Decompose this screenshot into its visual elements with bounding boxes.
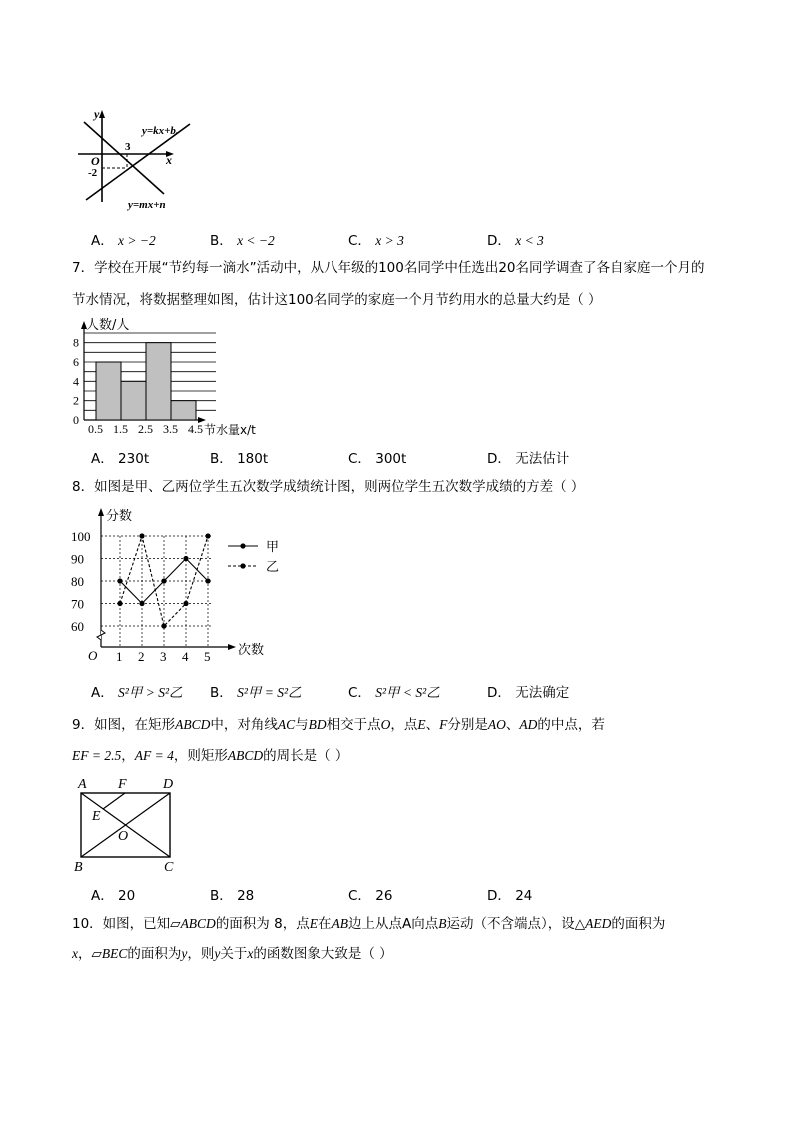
q9-label-a: A — [78, 777, 87, 792]
q8-point-yi — [183, 601, 188, 606]
q9-option-d[interactable]: D． 24 — [487, 888, 533, 904]
q8-point-jia — [183, 556, 188, 561]
q8-x-tick-label: 2 — [138, 649, 145, 662]
q7-y-tick-label: 6 — [73, 355, 79, 369]
q8-x-tick-label: 5 — [204, 649, 211, 662]
q8-option-d[interactable]: D． 无法确定 — [487, 685, 570, 701]
q9-option-c[interactable]: C． 26 — [348, 888, 393, 904]
q8-x-axis-label: 次数 — [238, 643, 265, 658]
q7-option-a[interactable]: A． 230t — [91, 451, 150, 467]
q6-option-a[interactable]: A． x > −2 — [91, 233, 156, 249]
q8-y-tick-label: 100 — [71, 529, 91, 544]
q6-origin-label: O — [91, 154, 100, 168]
q10-stem-line2: x，▱BEC的面积为y，则y关于x的函数图象大致是（ ） — [72, 946, 393, 962]
q6-graph — [72, 104, 202, 214]
q8-legend-label: 乙 — [266, 560, 280, 575]
q6-line1-label: y=kx+b. — [142, 125, 179, 137]
q7-option-b[interactable]: B． 180t — [210, 451, 269, 467]
q8-x-arrow — [228, 644, 236, 650]
q8-origin-label: O — [88, 648, 98, 662]
q7-option-d[interactable]: D． 无法估计 — [487, 451, 570, 467]
q8-y-tick-label: 80 — [71, 574, 84, 589]
q9-label-d: D — [163, 777, 174, 792]
q8-y-axis-label: 分数 — [106, 509, 133, 524]
q7-y-tick-label: 2 — [73, 393, 79, 408]
q8-y-arrow — [98, 508, 104, 516]
q8-point-jia — [205, 578, 210, 583]
q6-axis-y-label: y — [94, 107, 100, 121]
q7-y-tick-label: 4 — [73, 374, 79, 389]
q9-label-o: O — [118, 829, 129, 844]
q6-option-c[interactable]: C． x > 3 — [348, 233, 404, 249]
q7-option-c[interactable]: C． 300t — [348, 451, 407, 467]
q7-x-tick-label: 2.5 — [138, 422, 153, 436]
q8-option-a[interactable]: A． S²甲 > S²乙 — [91, 685, 183, 701]
q9-option-a[interactable]: A． 20 — [91, 888, 136, 904]
q8-point-jia — [161, 578, 166, 583]
q6-y-arrow — [99, 110, 105, 118]
q7-bar — [171, 401, 196, 420]
q8-stem-line1: 8．如图是甲、乙两位学生五次数学成绩统计图，则两位学生五次数学成绩的方差（ ） — [72, 479, 585, 495]
q9-label-b: B — [74, 860, 83, 875]
q8-legend-marker — [240, 543, 245, 548]
q8-x-tick-label: 4 — [182, 649, 189, 662]
q8-x-tick-label: 1 — [116, 649, 123, 662]
q9-stem-line1: 9．如图，在矩形ABCD中，对角线AC与BD相交于点O，点E、F分别是AO、AD的中点，若 — [72, 717, 605, 733]
q8-x-tick-label: 3 — [160, 649, 167, 662]
q7-x-tick-label: 3.5 — [163, 422, 178, 436]
q7-y-tick-label: 0 — [73, 413, 79, 427]
q7-stem-line2: 节水情况，将数据整理如图，估计这100名同学的家庭一个月节约用水的总量大约是（ ） — [72, 292, 602, 308]
q8-point-yi — [161, 623, 166, 628]
q7-x-axis-label: 节水量x/t — [204, 423, 256, 437]
q7-bar — [121, 381, 146, 420]
q8-option-b[interactable]: B． S²甲 = S²乙 — [210, 685, 302, 701]
q9-option-b[interactable]: B． 28 — [210, 888, 255, 904]
q8-y-tick-label: 90 — [71, 551, 84, 567]
q8-legend-label: 甲 — [266, 540, 280, 555]
q8-y-tick-label: 70 — [71, 596, 84, 612]
q6-tick-x-label: 3 — [125, 141, 131, 153]
q8-point-yi — [139, 533, 144, 538]
q7-y-tick-label: 8 — [73, 335, 79, 350]
q9-label-f: F — [118, 777, 127, 792]
q8-line-chart — [68, 502, 298, 662]
q9-segment-ef — [103, 793, 125, 809]
q8-point-jia — [139, 601, 144, 606]
q6-option-d[interactable]: D． x < 3 — [487, 233, 544, 249]
q9-label-e: E — [92, 809, 101, 824]
q8-option-c[interactable]: C． S²甲 < S²乙 — [348, 685, 440, 701]
q8-legend-marker — [240, 563, 245, 568]
q6-axis-x-label: x — [166, 153, 172, 167]
q7-x-tick-label: 4.5 — [188, 422, 203, 436]
q9-stem-line2: EF = 2.5，AF = 4，则矩形ABCD的周长是（ ） — [72, 748, 349, 764]
q8-point-jia — [117, 578, 122, 583]
q7-bar — [96, 362, 121, 420]
q7-x-tick-label: 1.5 — [113, 422, 128, 436]
q6-line2-label: y=mx+n — [128, 199, 166, 211]
q8-axis-break — [97, 630, 105, 640]
q8-point-yi — [117, 601, 122, 606]
q8-point-yi — [205, 533, 210, 538]
q9-label-c: C — [164, 860, 174, 875]
q10-stem-line1: 10．如图，已知▱ABCD的面积为 8，点E在AB边上从点A向点B运动（不含端点），设△AED的面积为 — [72, 916, 666, 932]
q6-tick-y-label: -2 — [88, 167, 98, 179]
q7-stem-line1: 7．学校在开展“节约每一滴水”活动中，从八年级的100名同学中任选出20名同学调查了各自家庭一个月的 — [72, 260, 705, 276]
q7-x-tick-label: 0.5 — [88, 422, 103, 436]
q8-y-tick-label: 60 — [71, 619, 84, 634]
q6-option-b[interactable]: B． x < −2 — [210, 233, 275, 249]
q9-rectangle-figure — [72, 772, 182, 876]
q7-bar — [146, 343, 171, 420]
q7-y-axis-label: 人数/人 — [86, 318, 130, 333]
q7-histogram — [70, 313, 270, 439]
